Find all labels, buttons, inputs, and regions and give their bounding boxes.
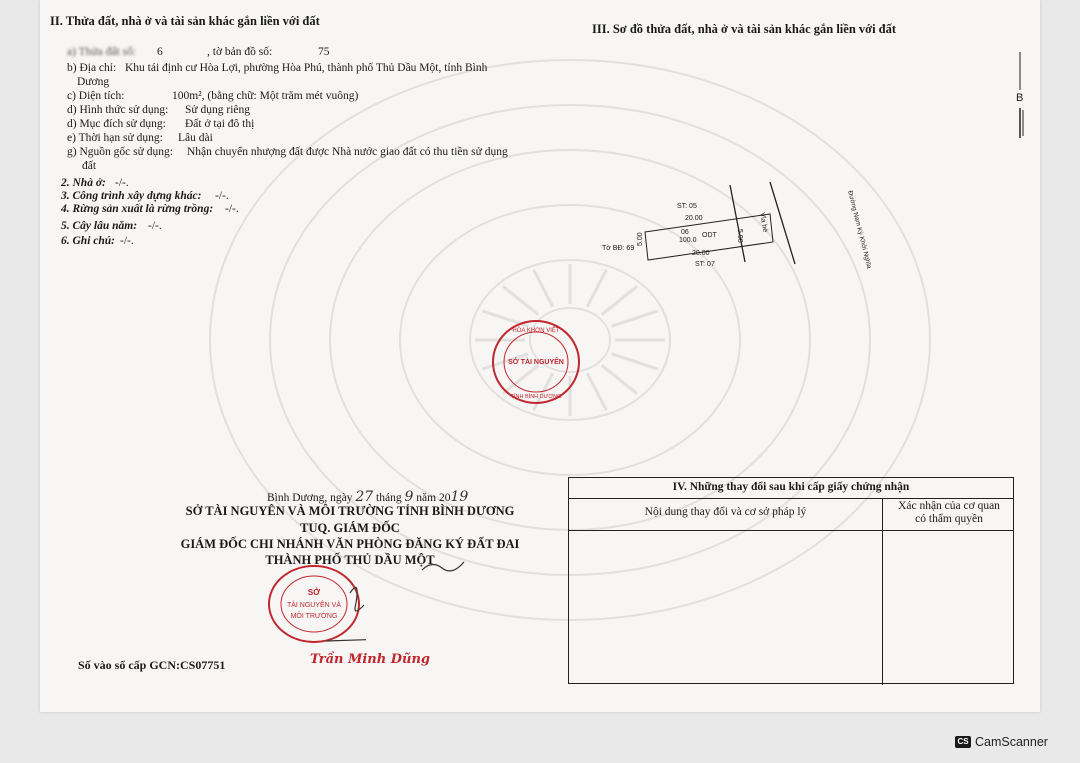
item-house: 2. Nhà ở: xyxy=(61,177,106,189)
length-left: 5.00 xyxy=(637,232,644,246)
item-note: 6. Ghi chú: xyxy=(61,235,115,247)
signature-seal-stamp xyxy=(266,563,366,645)
column-confirmation-2: có thẩm quyền xyxy=(915,513,983,525)
origin-label: g) Nguồn gốc sử dụng: xyxy=(67,146,173,158)
parcel-area: 100.0 xyxy=(679,237,697,244)
item-forest: 4. Rừng sản xuất là rừng trồng: xyxy=(61,203,214,215)
adjacent-parcel-07: ST: 07 xyxy=(695,261,715,268)
official-seal-stamp xyxy=(490,318,582,406)
signing-place-date: Bình Dương, ngày 27 tháng 9 năm 2019 xyxy=(267,489,469,505)
registry-number: Số vào sổ cấp GCN:CS07751 xyxy=(78,658,226,672)
parcel-sketch xyxy=(630,170,810,270)
camscanner-watermark xyxy=(955,731,1055,753)
changes-table xyxy=(568,477,1014,684)
usage-purpose-value: Đất ở tại đô thị xyxy=(185,118,255,130)
camscanner-label: CamScanner xyxy=(975,735,1048,749)
certificate-page xyxy=(40,0,1040,712)
camscanner-icon: CS xyxy=(955,736,971,748)
director-title: GIÁM ĐỐC CHI NHÁNH VĂN PHÒNG ĐĂNG KÝ ĐẤT ĐAI xyxy=(180,537,520,551)
address-line-2: Dương xyxy=(77,76,110,88)
map-sheet-label: , tờ bản đồ số: xyxy=(207,46,273,58)
item-perennial-value: -/-. xyxy=(148,220,162,232)
changes-table-columns xyxy=(569,498,1013,531)
obscured-label: a) Thửa đất số: xyxy=(67,46,136,58)
item-forest-value: -/-. xyxy=(225,203,239,215)
parcel-number: 6 xyxy=(157,46,163,58)
item-other-works-value: -/-. xyxy=(215,190,229,202)
usage-form-label: d) Hình thức sử dụng: xyxy=(67,104,169,116)
svg-text:SỞ TÀI NGUYÊN: SỞ TÀI NGUYÊN xyxy=(508,359,564,366)
area-label: c) Diện tích: xyxy=(67,90,125,102)
usage-purpose-label: d) Mục đích sử dụng: xyxy=(67,118,166,130)
origin-line-2: đất xyxy=(82,160,97,172)
north-label: B xyxy=(1016,92,1024,104)
map-sheet-ref: Tờ BĐ: 69 xyxy=(602,245,635,252)
map-sheet-number: 75 xyxy=(318,46,330,58)
item-note-value: -/-. xyxy=(120,235,134,247)
length-bottom: 20.00 xyxy=(692,250,710,257)
address-line-1: Khu tái định cư Hòa Lợi, phường Hòa Phú, thành phố Thủ Dầu Một, tỉnh Bình xyxy=(125,62,488,74)
address-label: b) Địa chỉ: xyxy=(67,62,117,74)
signing-month: 9 xyxy=(404,489,414,505)
svg-text:HÒA KHƠN VIỆT: HÒA KHƠN VIỆT xyxy=(512,328,560,334)
usage-form-value: Sử dụng riêng xyxy=(185,104,251,116)
svg-text:TỈNH BÌNH DƯƠNG: TỈNH BÌNH DƯƠNG xyxy=(510,394,562,400)
section-3-title: III. Sơ đồ thửa đất, nhà ở và tài sản khác gắn liền với đất xyxy=(592,22,897,36)
item-house-value: -/-. xyxy=(115,177,129,189)
authorization: TUQ. GIÁM ĐỐC xyxy=(300,521,400,535)
city-office: THÀNH PHỐ THỦ DẦU MỘT xyxy=(265,553,435,567)
sidewalk-label: Vỉa hè xyxy=(758,212,769,233)
item-other-works: 3. Công trình xây dựng khác: xyxy=(61,190,202,202)
svg-text:TÀI NGUYÊN VÀ: TÀI NGUYÊN VÀ xyxy=(286,602,342,609)
signer-name: Trần Minh Dũng xyxy=(310,652,431,667)
area-value: 100m², (bằng chữ: Một trăm mét vuông) xyxy=(172,90,359,102)
table-divider xyxy=(882,498,883,685)
svg-text:MÔI TRƯỜNG: MÔI TRƯỜNG xyxy=(290,613,338,620)
svg-text:SỞ: SỞ xyxy=(307,588,321,597)
section-2-title: II. Thửa đất, nhà ở và tài sản khác gắn liền với đất xyxy=(50,14,320,28)
road-name-label: Đường Nam Kỳ Khởi Nghĩa xyxy=(846,190,873,270)
land-code: ODT xyxy=(702,232,717,239)
length-right: 5.00 xyxy=(736,229,743,243)
issuing-org: SỞ TÀI NGUYÊN VÀ MÔI TRƯỜNG TỈNH BÌNH DƯƠNG xyxy=(185,504,515,518)
parcel-id: 06 xyxy=(681,229,689,236)
term-value: Lâu dài xyxy=(178,132,213,144)
section-4-title: IV. Những thay đổi sau khi cấp giấy chứng nhận xyxy=(672,481,910,493)
column-confirmation-1: Xác nhận của cơ quan xyxy=(898,500,1000,512)
signing-day: 27 xyxy=(355,489,374,505)
origin-line-1: Nhận chuyển nhượng đất được Nhà nước giao đất có thu tiền sử dụng xyxy=(187,146,508,158)
signing-year: 19 xyxy=(450,489,469,505)
term-label: e) Thời hạn sử dụng: xyxy=(67,132,163,144)
length-top: 20.00 xyxy=(685,215,703,222)
adjacent-parcel-05: ST: 05 xyxy=(677,203,697,210)
signature-flourish xyxy=(420,558,470,574)
changes-table-header xyxy=(569,478,1013,499)
column-changes: Nội dung thay đổi và cơ sở pháp lý xyxy=(644,506,807,518)
item-perennial: 5. Cây lâu năm: xyxy=(61,220,138,232)
